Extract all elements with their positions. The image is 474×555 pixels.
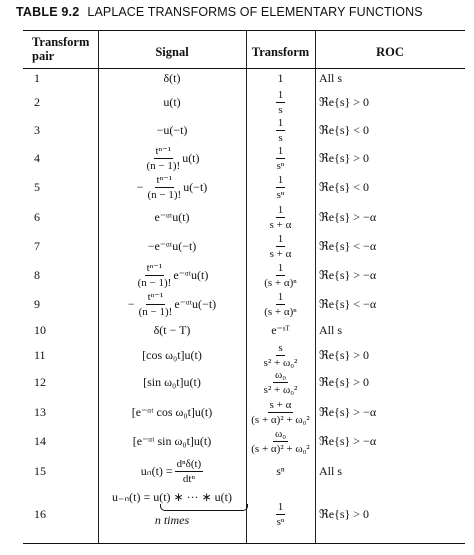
header-transform: Transform (251, 45, 310, 59)
transform-pair-number: 2 (34, 95, 40, 110)
transform-numerator: ω₀ (274, 428, 287, 441)
signal-numerator: tⁿ⁻¹ (146, 261, 163, 274)
table-row (23, 343, 465, 368)
transform-numerator: s (278, 342, 283, 354)
signal-cell (98, 173, 246, 203)
signal-denominator: (n − 1)! (146, 160, 181, 172)
transform-pair-number: 16 (34, 506, 46, 521)
signal-fraction (137, 291, 175, 318)
signal-expression: [sin ω₀t]u(t) (143, 375, 201, 389)
transform-pair-number: 12 (34, 375, 46, 389)
table-row (23, 90, 465, 117)
table-row (23, 319, 465, 344)
signal-prefix: uₙ(t) = (140, 463, 173, 478)
signal-cell (98, 68, 246, 90)
signal-denominator: (n − 1)! (137, 276, 172, 289)
transform-pair-number: 13 (34, 404, 46, 419)
signal-expression: u₋ₙ(t) = u(t) ∗ ··· ∗ u(t) (112, 489, 232, 504)
signal-cell (98, 486, 246, 548)
roc-cell: ℜe{s} > 0 (319, 375, 370, 389)
transform-denominator: s² + ω₀² (263, 357, 298, 369)
transform-cell (246, 290, 315, 319)
roc-cell: ℜe{s} > −α (319, 209, 377, 224)
transform-pair-number: 6 (34, 209, 40, 224)
transform-cell (246, 90, 315, 117)
transform-expression: 1 (277, 71, 284, 86)
signal-numerator: tⁿ⁻¹ (155, 145, 172, 157)
transform-pair-number: 10 (34, 323, 46, 338)
signal-expression: [e⁻ᵅᵗ sin ω₀t]u(t) (132, 434, 212, 449)
transform-fraction (275, 145, 287, 172)
table-row (23, 116, 465, 144)
transform-fraction (249, 428, 311, 455)
signal-cell (98, 397, 246, 427)
roc-cell: All s (319, 463, 343, 478)
signal-cell (98, 290, 246, 319)
transform-fraction (275, 174, 287, 201)
table-caption (16, 5, 466, 23)
signal-fraction (145, 174, 183, 201)
signal-fraction (175, 458, 204, 485)
table-row (23, 368, 465, 397)
transform-denominator: s (278, 104, 283, 117)
roc-cell: ℜe{s} > 0 (319, 151, 370, 165)
roc-cell: All s (319, 71, 343, 86)
transform-fraction (249, 399, 311, 426)
transform-pair-number: 5 (34, 180, 40, 195)
transform-pair-number: 8 (34, 267, 40, 282)
transform-fraction (262, 369, 300, 396)
transform-denominator: s² + ω₀² (263, 384, 298, 396)
transform-pair-number: 1 (34, 71, 40, 86)
transform-numerator: s + α (269, 398, 292, 411)
signal-numerator: tⁿ⁻¹ (147, 290, 164, 303)
signal-prefix: − (136, 180, 144, 195)
table-title: LAPLACE TRANSFORMS OF ELEMENTARY FUNCTIONS (87, 5, 423, 19)
transform-cell (246, 116, 315, 144)
transform-numerator: 1 (277, 174, 284, 187)
roc-cell: ℜe{s} < −α (319, 238, 377, 253)
transform-cell (246, 427, 315, 457)
transform-pair-number: 15 (34, 463, 46, 478)
signal-cell (98, 427, 246, 457)
transform-cell (246, 368, 315, 397)
transform-numerator: 1 (277, 116, 284, 129)
transform-pair-number: 3 (34, 122, 40, 137)
table-label: TABLE 9.2 (16, 5, 80, 19)
signal-cell (98, 203, 246, 232)
transform-numerator: 1 (277, 500, 284, 513)
signal-expression: −e⁻ᵅᵗu(−t) (147, 238, 197, 253)
transform-denominator: (s + α)² + ω₀² (251, 413, 310, 426)
signal-expression: e⁻ᵅᵗu(t) (154, 209, 190, 224)
transform-denominator: sⁿ (276, 160, 285, 172)
table-row (23, 68, 465, 90)
roc-cell: ℜe{s} > −α (319, 404, 377, 419)
transform-cell (246, 144, 315, 173)
transform-cell (246, 486, 315, 544)
signal-expression: [cos ω₀t]u(t) (142, 348, 202, 362)
transform-numerator: 1 (277, 232, 284, 245)
signal-tail: e⁻ᵅᵗu(−t) (174, 296, 217, 311)
transform-denominator: (s + α)² + ω₀² (251, 443, 310, 456)
transform-denominator: (s + α)ⁿ (264, 276, 297, 289)
transform-denominator: (s + α)ⁿ (264, 305, 297, 318)
transform-expression: e⁻ˢᵀ (271, 323, 290, 338)
transform-denominator: sⁿ (276, 189, 285, 202)
underbrace-label: n times (154, 512, 190, 527)
signal-cell (98, 457, 246, 486)
signal-denominator: (n − 1)! (147, 189, 182, 202)
signal-expression: u(t) (163, 95, 181, 110)
header-pair-line1: Transform (32, 35, 90, 49)
transform-denominator: s (278, 131, 283, 144)
signal-tail: e⁻ᵅᵗu(t) (173, 267, 209, 282)
transform-fraction (276, 117, 286, 144)
transform-pair-number: 11 (34, 348, 46, 362)
signal-prefix: − (127, 296, 135, 311)
table-row (23, 427, 465, 457)
signal-cell (98, 261, 246, 291)
transform-cell (246, 68, 315, 90)
signal-fraction (136, 262, 174, 289)
transform-fraction (268, 233, 294, 260)
transform-cell (246, 261, 315, 291)
signal-cell (98, 368, 246, 397)
transform-denominator: s + α (269, 218, 292, 231)
transform-cell (246, 232, 315, 261)
table-row (23, 397, 465, 427)
transform-denominator: sⁿ (276, 515, 285, 528)
table-row (23, 486, 465, 544)
transform-cell (246, 457, 315, 486)
table-row (23, 203, 465, 232)
header-signal: Signal (155, 45, 189, 59)
signal-expression: δ(t) (163, 71, 181, 86)
transform-cell (246, 173, 315, 203)
transform-cell (246, 343, 315, 368)
signal-expression: −u(−t) (156, 122, 188, 137)
roc-cell: ℜe{s} < 0 (319, 122, 370, 137)
roc-cell: ℜe{s} > −α (319, 434, 377, 449)
transform-fraction (276, 89, 286, 116)
header-transform-pair (32, 35, 89, 63)
signal-denominator: dtⁿ (182, 472, 195, 485)
transform-numerator: 1 (277, 203, 284, 216)
signal-tail: u(−t) (183, 180, 208, 195)
transform-pair-number: 4 (34, 151, 40, 165)
transform-pair-number: 7 (34, 238, 40, 253)
roc-cell: ℜe{s} > 0 (319, 506, 370, 521)
transform-fraction (268, 204, 294, 231)
signal-cell (98, 90, 246, 117)
transform-pair-number: 14 (34, 434, 46, 449)
roc-cell: All s (319, 323, 343, 338)
transform-numerator: 1 (277, 89, 284, 102)
transform-cell (246, 203, 315, 232)
transform-fraction (262, 291, 299, 318)
signal-cell (98, 319, 246, 344)
roc-cell: ℜe{s} > −α (319, 267, 377, 282)
transform-numerator: 1 (277, 145, 284, 157)
transform-pair-number: 9 (34, 296, 40, 311)
signal-numerator: tⁿ⁻¹ (156, 174, 173, 187)
signal-expression: [e⁻ᵅᵗ cos ω₀t]u(t) (131, 404, 213, 419)
signal-cell (98, 144, 246, 173)
signal-tail: u(t) (182, 151, 200, 165)
signal-cell (98, 343, 246, 368)
signal-cell (98, 232, 246, 261)
transform-expression: sⁿ (276, 463, 285, 478)
transform-denominator: s + α (269, 247, 292, 260)
laplace-table (23, 30, 465, 544)
header-roc: ROC (376, 45, 404, 59)
signal-numerator: dⁿδ(t) (176, 457, 202, 470)
roc-cell: ℜe{s} > 0 (319, 348, 370, 362)
table-row (23, 261, 465, 291)
transform-cell (246, 397, 315, 427)
table-row (23, 144, 465, 173)
transform-fraction (275, 501, 287, 528)
signal-cell (98, 116, 246, 144)
transform-fraction (262, 342, 300, 369)
roc-cell: ℜe{s} < −α (319, 296, 377, 311)
table-row (23, 173, 465, 203)
underbrace (160, 504, 248, 511)
table-row (23, 457, 465, 486)
roc-cell: ℜe{s} > 0 (319, 95, 370, 110)
signal-fraction (144, 145, 182, 172)
transform-fraction (262, 262, 299, 289)
roc-cell: ℜe{s} < 0 (319, 180, 370, 195)
table-row (23, 232, 465, 261)
transform-cell (246, 319, 315, 344)
table-row (23, 290, 465, 319)
signal-expression: δ(t − T) (153, 323, 191, 338)
header-pair-line2: pair (32, 49, 55, 63)
transform-numerator: ω₀ (274, 369, 287, 381)
transform-numerator: 1 (277, 290, 284, 303)
transform-numerator: 1 (277, 261, 284, 274)
signal-denominator: (n − 1)! (138, 305, 173, 318)
